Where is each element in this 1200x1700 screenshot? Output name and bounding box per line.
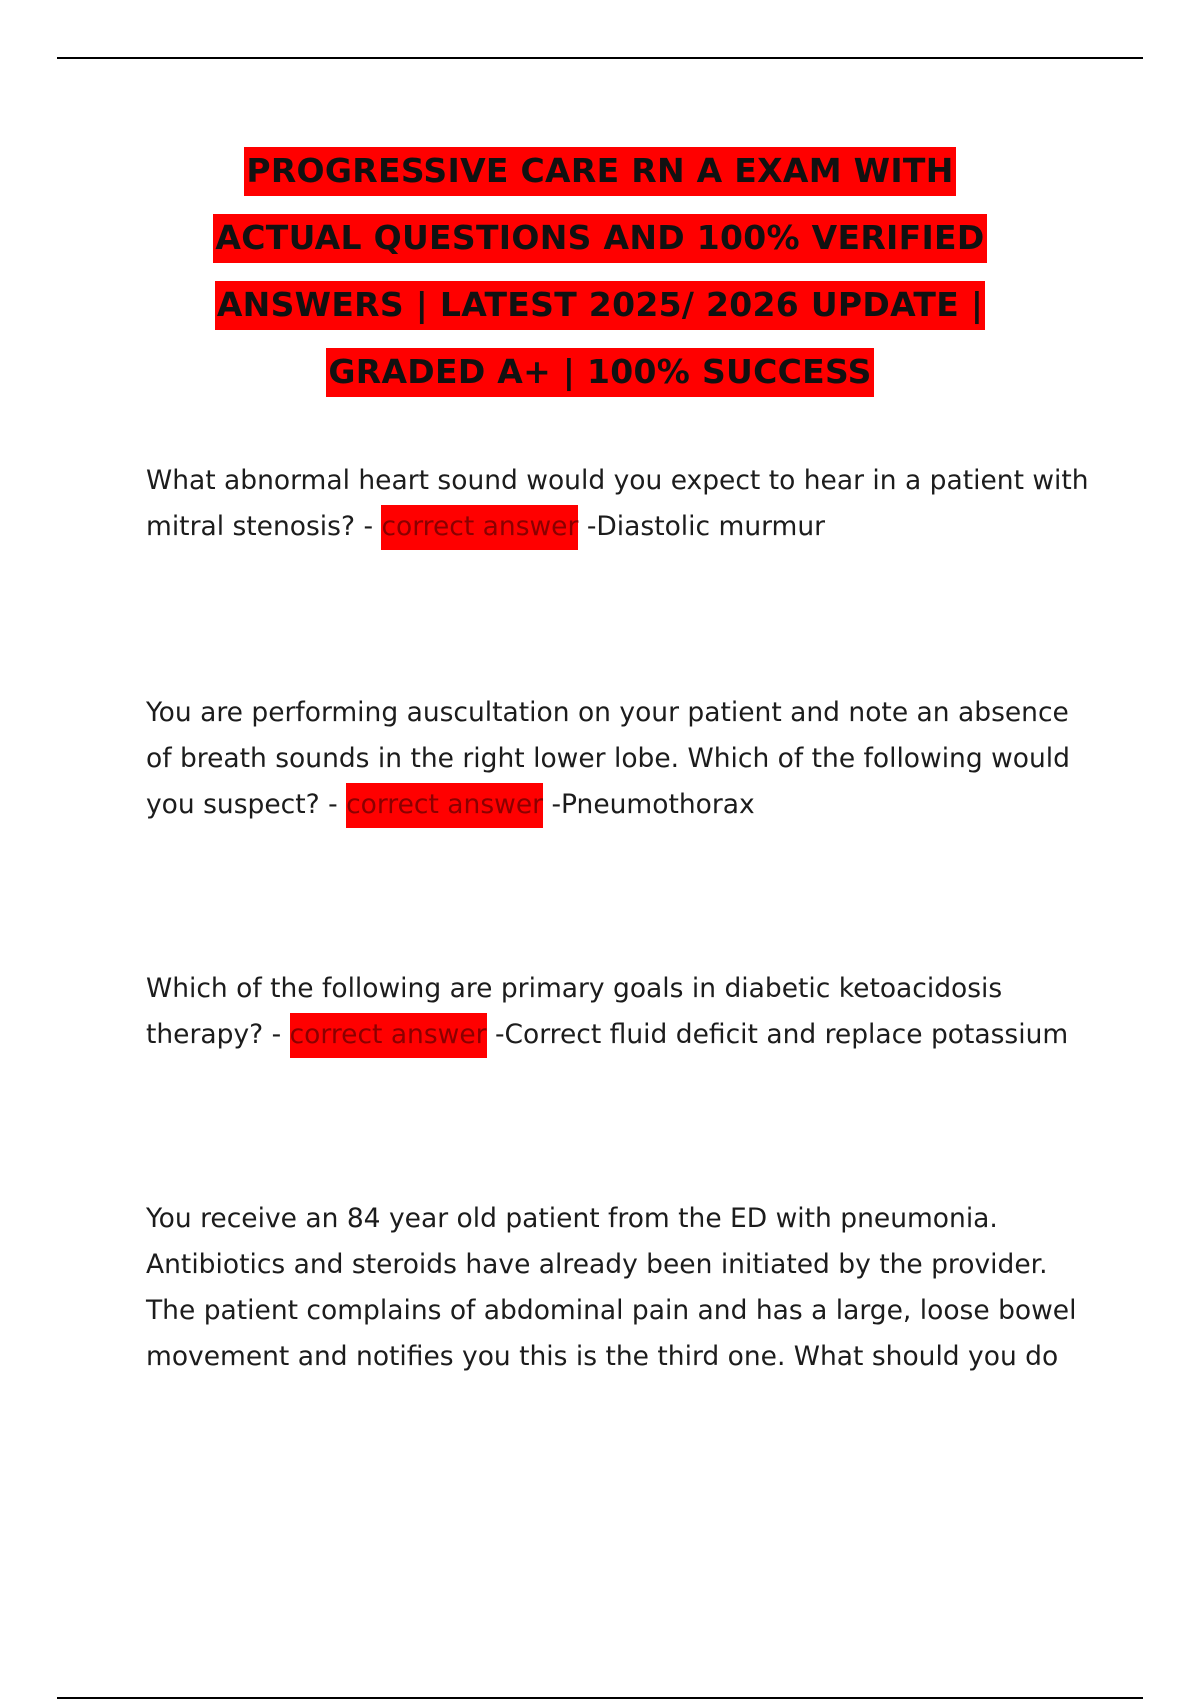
- question-answer-item: [146, 966, 1101, 1058]
- top-rule: [57, 57, 1143, 59]
- title-line: ACTUAL QUESTIONS AND 100% VERIFIED: [0, 213, 1200, 270]
- correct-answer-label: correct answer: [346, 783, 543, 828]
- answer-text: -Diastolic murmur: [578, 511, 826, 542]
- answer-text: -Correct fluid deficit and replace potassium: [486, 1019, 1069, 1050]
- title-line: ANSWERS | LATEST 2025/ 2026 UPDATE |: [0, 280, 1200, 337]
- title-line: GRADED A+ | 100% SUCCESS: [0, 347, 1200, 404]
- answer-text: -Pneumothorax: [543, 789, 755, 820]
- correct-answer-label: correct answer: [381, 505, 578, 550]
- question-text: Which of the following are primary goals in diabetic ketoacidosis therapy? -: [146, 973, 1003, 1050]
- question-answer-item: [146, 458, 1101, 550]
- correct-answer-label: correct answer: [290, 1013, 487, 1058]
- question-answer-item: [146, 1196, 1101, 1380]
- document-title: [0, 146, 1200, 414]
- title-line: PROGRESSIVE CARE RN A EXAM WITH: [0, 146, 1200, 203]
- bottom-rule: [57, 1697, 1143, 1699]
- question-text: You are performing auscultation on your patient and note an absence of breath sounds in the right lower lobe. Which of the following would you suspect? -: [146, 697, 1070, 820]
- question-text: You receive an 84 year old patient from the ED with pneumonia. Antibiotics and steroids have already been initiated by the provider. The patient complains of abdominal pain and has a large, loose bowel movement and notifies you this is the third one. What should you do: [146, 1203, 1077, 1372]
- question-answer-item: [146, 690, 1101, 828]
- question-text: What abnormal heart sound would you expect to hear in a patient with mitral stenosis? -: [146, 465, 1089, 542]
